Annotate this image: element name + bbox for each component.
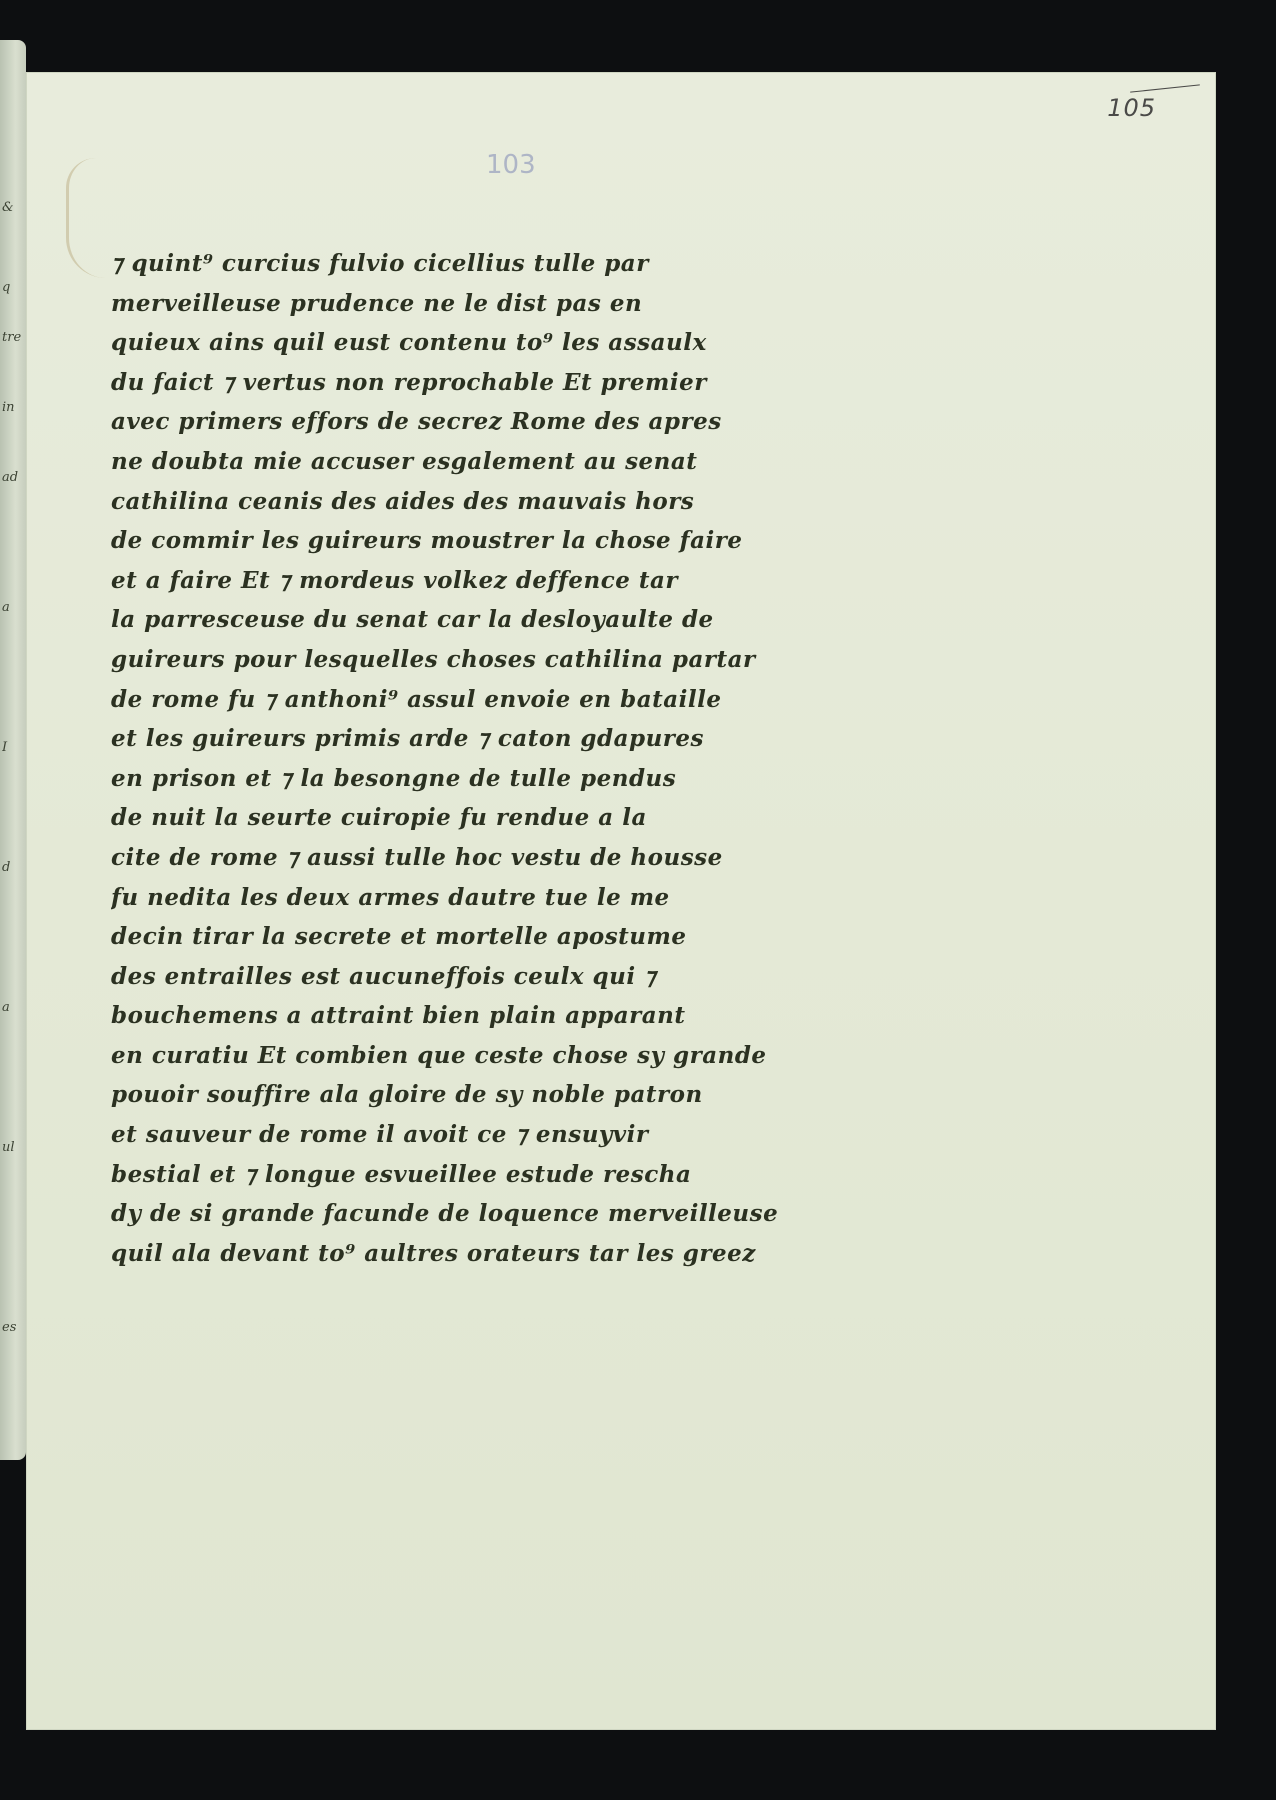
margin-mark: I	[2, 740, 8, 755]
text-line: de rome fu ⁊ anthoni⁹ assul envoie en bataille	[111, 685, 722, 713]
text-line: et a faire Et ⁊ mordeus volkez deffence tar	[111, 566, 678, 594]
text-line: cathilina ceanis des aides des mauvais hors	[111, 487, 695, 515]
folio-underline	[1130, 84, 1200, 92]
text-line: des entrailles est aucuneffois ceulx qui ⁊	[111, 962, 657, 990]
text-line: bouchemens a attraint bien plain apparant	[111, 1002, 686, 1030]
text-line: pouoir souffire ala gloire de sy noble patron	[111, 1081, 703, 1109]
folio-number: 105	[1107, 94, 1156, 122]
text-line: et les guireurs primis arde ⁊ caton gdapures	[111, 725, 705, 753]
margin-mark: q	[2, 280, 11, 295]
text-line: bestial et ⁊ longue esvueillee estude rescha	[111, 1160, 692, 1188]
text-line: guireurs pour lesquelles choses cathilina partar	[111, 645, 756, 673]
margin-mark: in	[2, 400, 15, 415]
text-line: de nuit la seurte cuiropie fu rendue a la	[111, 804, 647, 832]
margin-mark: tre	[2, 330, 22, 345]
text-block	[111, 244, 991, 1273]
old-folio-number: 103	[486, 150, 536, 180]
margin-mark: a	[2, 1000, 10, 1015]
text-line: ne doubta mie accuser esgalement au senat	[111, 447, 698, 475]
text-line: la parresceuse du senat car la desloyaulte de	[111, 606, 714, 634]
text-line: fu nedita les deux armes dautre tue le me	[111, 883, 670, 911]
text-line: decin tirar la secrete et mortelle apostume	[111, 923, 687, 951]
previous-page-edge	[0, 40, 26, 1460]
text-line: merveilleuse prudence ne le dist pas en	[111, 289, 643, 317]
margin-mark: es	[2, 1320, 17, 1335]
manuscript-page	[26, 72, 1216, 1730]
text-line: du faict ⁊ vertus non reprochable Et premier	[111, 368, 707, 396]
margin-mark: ad	[2, 470, 19, 485]
margin-mark: d	[2, 860, 11, 875]
text-line: cite de rome ⁊ aussi tulle hoc vestu de housse	[111, 843, 723, 871]
margin-mark: ul	[2, 1140, 15, 1155]
text-line: quieux ains quil eust contenu to⁹ les assaulx	[111, 329, 707, 357]
margin-mark: &	[2, 200, 14, 215]
margin-mark: a	[2, 600, 10, 615]
text-line: en curatiu Et combien que ceste chose sy grande	[111, 1041, 767, 1069]
page-stain	[66, 158, 107, 278]
text-line: ⁊ quint⁹ curcius fulvio cicellius tulle par	[111, 250, 649, 277]
text-line: et sauveur de rome il avoit ce ⁊ ensuyvir	[111, 1121, 649, 1149]
text-line: de commir les guireurs moustrer la chose faire	[111, 527, 743, 555]
text-line: quil ala devant to⁹ aultres orateurs tar les greez	[111, 1239, 756, 1267]
text-line: dy de si grande facunde de loquence merveilleuse	[111, 1200, 779, 1228]
text-line: en prison et ⁊ la besongne de tulle pendus	[111, 764, 677, 792]
text-line: avec primers effors de secrez Rome des apres	[111, 408, 722, 436]
